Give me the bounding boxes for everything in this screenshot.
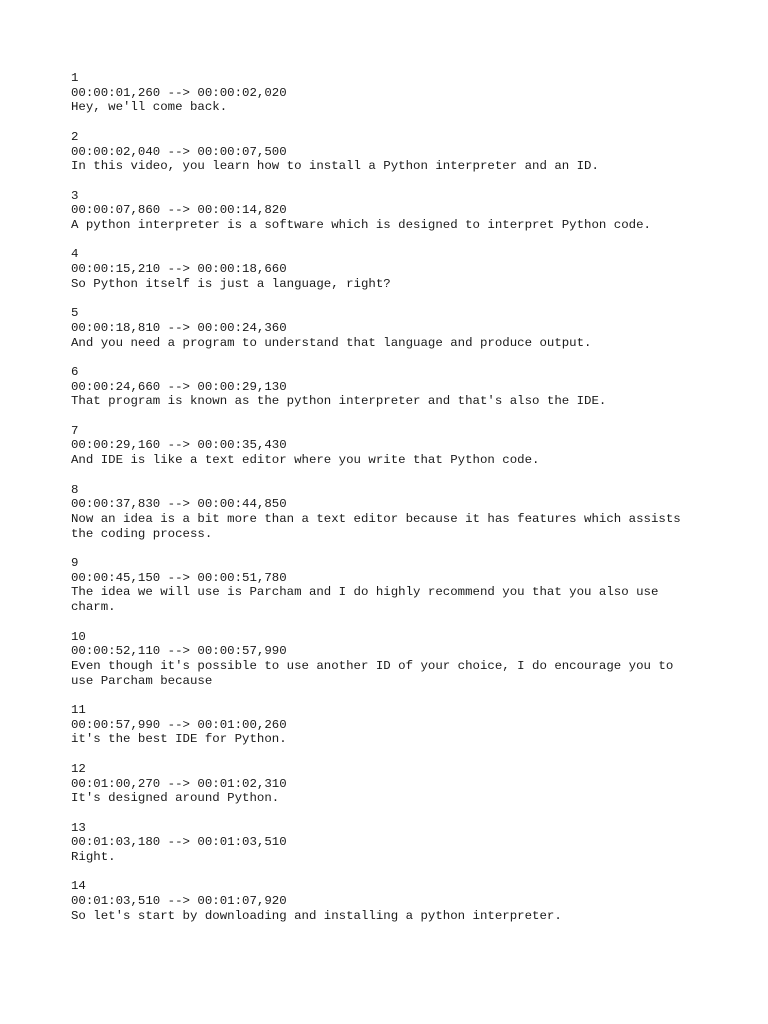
cue-timecode: 00:01:03,180 --> 00:01:03,510: [71, 835, 287, 850]
cue-text-line: And you need a program to understand that language and produce output.: [71, 335, 592, 350]
subtitle-cue: [71, 365, 731, 409]
subtitle-cue: [71, 879, 731, 923]
cue-text-line: Now an idea is a bit more than a text editor because it has features which assists: [71, 511, 681, 526]
subtitle-cue: [71, 71, 731, 115]
subtitle-cue: [71, 483, 731, 542]
subtitle-cue: [71, 189, 731, 233]
cue-timecode: 00:00:02,040 --> 00:00:07,500: [71, 144, 287, 159]
cue-text-line: And IDE is like a text editor where you write that Python code.: [71, 453, 540, 468]
cue-index: 9: [71, 556, 79, 571]
cue-timecode: 00:00:15,210 --> 00:00:18,660: [71, 262, 287, 277]
cue-text-line: That program is known as the python interpreter and that's also the IDE.: [71, 394, 607, 409]
cue-text-line: charm.: [71, 600, 116, 615]
cue-index: 10: [71, 629, 86, 644]
subtitle-cue: [71, 630, 731, 689]
cue-index: 4: [71, 247, 79, 262]
cue-timecode: 00:00:29,160 --> 00:00:35,430: [71, 438, 287, 453]
cue-text-line: Right.: [71, 850, 116, 865]
subtitle-cue: [71, 130, 731, 174]
cue-index: 8: [71, 482, 79, 497]
cue-text-line: The idea we will use is Parcham and I do highly recommend you that you also use: [71, 585, 659, 600]
cue-timecode: 00:00:01,260 --> 00:00:02,020: [71, 85, 287, 100]
cue-timecode: 00:00:37,830 --> 00:00:44,850: [71, 497, 287, 512]
cue-index: 7: [71, 423, 79, 438]
cue-timecode: 00:01:03,510 --> 00:01:07,920: [71, 894, 287, 909]
subtitle-cue: [71, 821, 731, 865]
cue-index: 6: [71, 364, 79, 379]
cue-text-line: A python interpreter is a software which is designed to interpret Python code.: [71, 218, 651, 232]
cue-timecode: 00:00:18,810 --> 00:00:24,360: [71, 320, 287, 335]
subtitle-cue: [71, 762, 731, 806]
cue-timecode: 00:00:57,990 --> 00:01:00,260: [71, 717, 287, 732]
cue-text-line: In this video, you learn how to install a Python interpreter and an ID.: [71, 159, 599, 174]
cue-index: 11: [71, 703, 86, 718]
cue-timecode: 00:00:07,860 --> 00:00:14,820: [71, 203, 287, 218]
cue-index: 1: [71, 71, 79, 85]
cue-index: 13: [71, 820, 86, 835]
cue-timecode: 00:00:45,150 --> 00:00:51,780: [71, 570, 287, 585]
subtitle-cue: [71, 424, 731, 468]
cue-text-line: So Python itself is just a language, right?: [71, 276, 391, 291]
cue-text-line: It's designed around Python.: [71, 791, 280, 806]
cue-index: 12: [71, 761, 86, 776]
cue-text-line: So let's start by downloading and installing a python interpreter.: [71, 908, 562, 923]
cue-text-line: Hey, we'll come back.: [71, 100, 228, 115]
cue-timecode: 00:00:52,110 --> 00:00:57,990: [71, 644, 287, 659]
cue-index: 5: [71, 306, 79, 321]
subtitle-cue: [71, 556, 731, 615]
cue-index: 14: [71, 879, 86, 894]
subtitle-cue-list: [71, 71, 731, 938]
subtitle-cue: [71, 306, 731, 350]
cue-text-line: the coding process.: [71, 526, 213, 541]
cue-index: 3: [71, 188, 79, 203]
cue-index: 2: [71, 129, 79, 144]
cue-timecode: 00:00:24,660 --> 00:00:29,130: [71, 379, 287, 394]
cue-text-line: Even though it's possible to use another ID of your choice, I do encourage you to: [71, 658, 674, 673]
cue-text-line: use Parcham because: [71, 673, 213, 688]
subtitle-cue: [71, 703, 731, 747]
cue-text-line: it's the best IDE for Python.: [71, 732, 287, 747]
subtitle-cue: [71, 247, 731, 291]
cue-timecode: 00:01:00,270 --> 00:01:02,310: [71, 776, 287, 791]
